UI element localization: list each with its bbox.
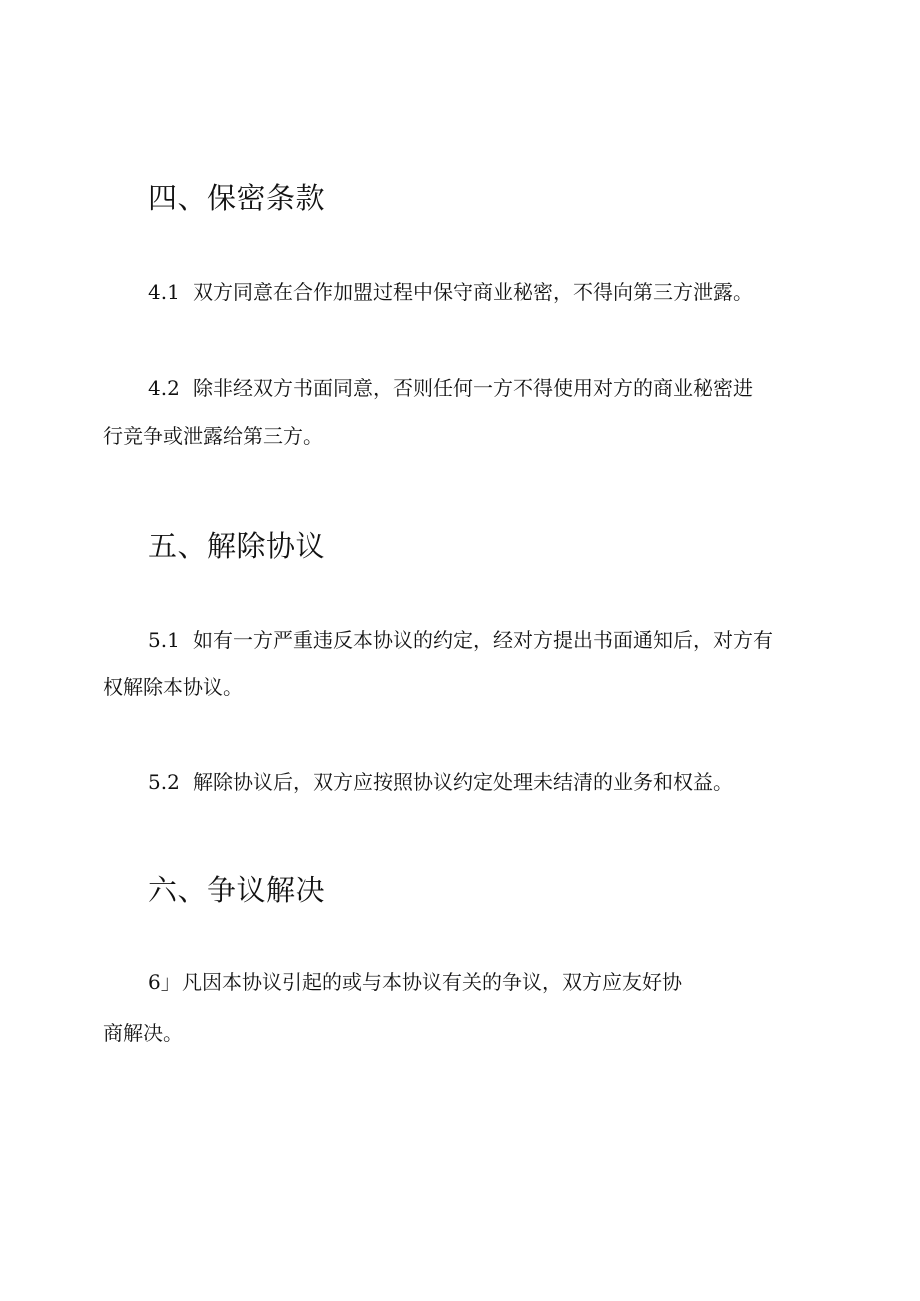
clause-text: 双方同意在合作加盟过程中保守商业秘密，不得向第三方泄露。	[193, 280, 753, 304]
clause-6-1-continuation: 商解决。	[103, 1021, 183, 1045]
clause-text: 除非经双方书面同意，否则任何一方不得使用对方的商业秘密进	[193, 376, 753, 400]
clause-number: 5.1	[148, 628, 180, 652]
clause-number: 6」	[148, 970, 181, 994]
clause-4-1	[148, 280, 753, 304]
clause-number: 4.1	[148, 280, 180, 304]
clause-5-2	[148, 770, 733, 794]
clause-5-1	[148, 628, 773, 652]
clause-text: 凡因本协议引起的或与本协议有关的争议，双方应友好协	[182, 970, 682, 994]
clause-4-2	[148, 376, 753, 400]
section-heading-dispute-resolution: 六、争议解决	[148, 873, 326, 907]
clause-text: 如有一方严重违反本协议的约定，经对方提出书面通知后，对方有	[193, 628, 773, 652]
clause-4-2-continuation: 行竞争或泄露给第三方。	[103, 424, 323, 448]
section-heading-confidentiality: 四、保密条款	[148, 181, 326, 215]
clause-text: 解除协议后，双方应按照协议约定处理未结清的业务和权益。	[193, 770, 733, 794]
clause-5-1-continuation: 权解除本协议。	[103, 675, 243, 699]
clause-6-1	[148, 970, 682, 994]
section-heading-termination: 五、解除协议	[148, 529, 326, 563]
clause-number: 4.2	[148, 376, 180, 400]
clause-number: 5.2	[148, 770, 180, 794]
